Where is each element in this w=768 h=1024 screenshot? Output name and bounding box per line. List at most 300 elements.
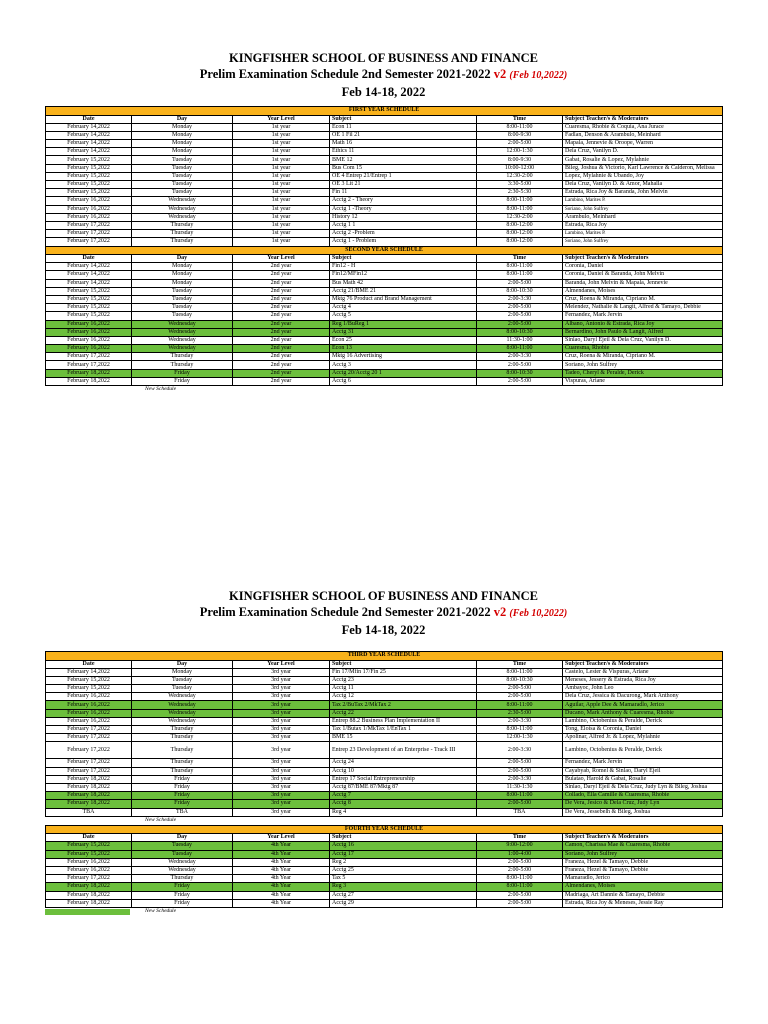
cell-year: 3rd year: [233, 668, 330, 676]
table-row: [46, 808, 723, 816]
cell-year: 2nd year: [233, 377, 330, 385]
cell-subject: Acctg 6: [330, 377, 477, 385]
column-header-row: [46, 660, 723, 668]
table-row: [46, 164, 723, 172]
legend-swatch: [45, 909, 130, 915]
cell-date: February 18,2022: [46, 891, 132, 899]
cell-date: February 17,2022: [46, 353, 132, 361]
cell-year: 4th Year: [233, 866, 330, 874]
table-row: [46, 312, 723, 320]
cell-date: February 15,2022: [46, 850, 132, 858]
cell-time: 8:00-9:30: [477, 156, 563, 164]
table-row: [46, 858, 723, 866]
cell-subject: Acctg 2 -Problem: [330, 230, 477, 238]
cell-subject: Fin 17/Mfin 17/Fin 25: [330, 668, 477, 676]
legend-4: [45, 908, 722, 916]
cell-subject: Entrep 88.2 Business Plan Implementation II: [330, 717, 477, 725]
cell-year: 3rd year: [233, 676, 330, 684]
cell-year: 2nd year: [233, 263, 330, 271]
cell-day: Tuesday: [132, 156, 233, 164]
cell-day: Wednesday: [132, 197, 233, 205]
table-row: [46, 693, 723, 701]
cell-subject: Ethics 11: [330, 148, 477, 156]
cell-subject: Econ 13: [330, 345, 477, 353]
cell-year: 4th Year: [233, 899, 330, 907]
table-row: [46, 213, 723, 221]
cell-date: February 16,2022: [46, 336, 132, 344]
cell-teacher: Collado, Ella Camille & Cuaresma, Rhobie: [563, 792, 723, 800]
cell-date: February 18,2022: [46, 783, 132, 791]
cell-day: Wednesday: [132, 693, 233, 701]
cell-year: 2nd year: [233, 345, 330, 353]
table-row: [46, 205, 723, 213]
cell-day: Friday: [132, 883, 233, 891]
cell-date: February 17,2022: [46, 734, 132, 742]
column-header-teacher: Subject Teacher/s & Moderators: [563, 660, 723, 668]
cell-day: Wednesday: [132, 701, 233, 709]
cell-date: February 18,2022: [46, 800, 132, 808]
table-row: [46, 899, 723, 907]
cell-subject: Acctg 17: [330, 850, 477, 858]
cell-subject: Reg 2: [330, 858, 477, 866]
cell-year: 3rd year: [233, 808, 330, 816]
cell-year: 3rd year: [233, 767, 330, 775]
cell-time: 8:00-10:30: [477, 369, 563, 377]
table-row: [46, 304, 723, 312]
cell-subject: BME 12: [330, 156, 477, 164]
cell-teacher: Vispuras, Ariane: [563, 377, 723, 385]
table-row: [46, 883, 723, 891]
cell-time: 8:00-11:00: [477, 205, 563, 213]
cell-year: 3rd year: [233, 709, 330, 717]
school-name: KINGFISHER SCHOOL OF BUSINESS AND FINANCE: [229, 51, 538, 65]
cell-subject: Tax 1/Butax 1/MkTax 1/EnTax 1: [330, 726, 477, 734]
table-row: [46, 875, 723, 883]
cell-teacher: Dela Cruz, Vanilyn D.: [563, 148, 723, 156]
cell-date: February 16,2022: [46, 866, 132, 874]
cell-date: February 16,2022: [46, 328, 132, 336]
cell-time: 8:00-11:00: [477, 883, 563, 891]
cell-date: February 17,2022: [46, 759, 132, 767]
fourth-year-table: [45, 825, 723, 908]
cell-time: 8:00-11:00: [477, 197, 563, 205]
table-row: [46, 800, 723, 808]
version-label: v2: [493, 67, 507, 81]
cell-subject: Fin 11: [330, 189, 477, 197]
cell-date: February 15,2022: [46, 295, 132, 303]
cell-teacher: Franeza, Hezel & Tamayo, Debbie: [563, 858, 723, 866]
cell-date: TBA: [46, 808, 132, 816]
legend-text: New Schedule: [145, 386, 177, 392]
cell-teacher: Tadeo, Cheryl & Peralde, Derick: [563, 369, 723, 377]
cell-teacher: Fernandez, Mark Jervin: [563, 312, 723, 320]
cell-year: 3rd year: [233, 742, 330, 759]
cell-time: 8:00-11:00: [477, 792, 563, 800]
cell-subject: Acctg 5: [330, 312, 477, 320]
cell-subject: Acctg 10: [330, 767, 477, 775]
cell-teacher: Gabat, Rosalie & Lopez, Mylahnie: [563, 156, 723, 164]
column-header-row: [46, 115, 723, 123]
table-row: [46, 148, 723, 156]
section-title: SECOND YEAR SCHEDULE: [46, 246, 723, 255]
column-header-date: Date: [46, 834, 132, 842]
cell-time: 2:00-3:30: [477, 775, 563, 783]
cell-date: February 18,2022: [46, 369, 132, 377]
cell-date: February 15,2022: [46, 312, 132, 320]
cell-time: 2:00-5:00: [477, 759, 563, 767]
cell-day: Friday: [132, 899, 233, 907]
cell-day: Tuesday: [132, 304, 233, 312]
cell-subject: History 12: [330, 213, 477, 221]
cell-day: Wednesday: [132, 866, 233, 874]
cell-year: 3rd year: [233, 783, 330, 791]
cell-time: 2:00-5:00: [477, 312, 563, 320]
cell-day: Thursday: [132, 742, 233, 759]
cell-day: Monday: [132, 668, 233, 676]
table-row: [46, 866, 723, 874]
cell-subject: Tax 5: [330, 875, 477, 883]
cell-teacher: Melendez, Nathalie & Langit, Alfred & Tamayo, Debbie: [563, 304, 723, 312]
table-row: [46, 238, 723, 246]
cell-time: 2:00-5:00: [477, 866, 563, 874]
cell-time: 8:00-12:00: [477, 230, 563, 238]
cell-date: February 15,2022: [46, 685, 132, 693]
column-header-year: Year Level: [233, 660, 330, 668]
cell-subject: Entrep 17 Social Entrepreneurship: [330, 775, 477, 783]
third-year-table: [45, 651, 723, 817]
cell-day: Tuesday: [132, 312, 233, 320]
cell-date: February 17,2022: [46, 230, 132, 238]
cell-year: 2nd year: [233, 312, 330, 320]
cell-day: Tuesday: [132, 295, 233, 303]
cell-day: Friday: [132, 792, 233, 800]
cell-day: Monday: [132, 140, 233, 148]
cell-day: Wednesday: [132, 717, 233, 725]
cell-time: 2:00-5:00: [477, 693, 563, 701]
cell-date: February 15,2022: [46, 842, 132, 850]
cell-teacher: Almendanes, Moises: [563, 287, 723, 295]
cell-subject: Acctg 1 - Problem: [330, 238, 477, 246]
column-header-year: Year Level: [233, 115, 330, 123]
table-row: [46, 140, 723, 148]
cell-year: 1st year: [233, 123, 330, 131]
cell-subject: Acctg 3: [330, 361, 477, 369]
cell-year: 1st year: [233, 172, 330, 180]
cell-date: February 15,2022: [46, 287, 132, 295]
cell-year: 3rd year: [233, 734, 330, 742]
cell-teacher: Apolinar, Alfred Jr. & Lopez, Mylahnie: [563, 734, 723, 742]
cell-subject: Acctg 25: [330, 866, 477, 874]
table-row: [46, 279, 723, 287]
cell-date: February 16,2022: [46, 213, 132, 221]
cell-year: 3rd year: [233, 726, 330, 734]
cell-time: 8:00-11:00: [477, 726, 563, 734]
cell-date: February 16,2022: [46, 345, 132, 353]
cell-time: 12:30-2:00: [477, 172, 563, 180]
cell-time: 11:30-1:30: [477, 783, 563, 791]
cell-subject: Bus Com 15: [330, 164, 477, 172]
cell-year: 3rd year: [233, 792, 330, 800]
section-title-row: [46, 246, 723, 255]
table-row: [46, 197, 723, 205]
cell-day: Thursday: [132, 238, 233, 246]
table-row: [46, 328, 723, 336]
version-label: v2: [493, 605, 507, 619]
cell-year: 1st year: [233, 221, 330, 229]
cell-teacher: Lambino, Marites P.: [563, 197, 723, 205]
legend-3: [45, 817, 722, 825]
cell-year: 1st year: [233, 181, 330, 189]
table-row: [46, 295, 723, 303]
cell-time: 8:00-11:00: [477, 668, 563, 676]
cell-year: 4th Year: [233, 850, 330, 858]
table-row: [46, 734, 723, 742]
column-header-row: [46, 255, 723, 263]
cell-day: Monday: [132, 279, 233, 287]
school-name: KINGFISHER SCHOOL OF BUSINESS AND FINANCE: [229, 589, 538, 603]
cell-time: 2:00-5:00: [477, 800, 563, 808]
cell-time: 2:30-5:30: [477, 189, 563, 197]
cell-day: Monday: [132, 123, 233, 131]
cell-time: 12:00-1:30: [477, 734, 563, 742]
cell-teacher: Estrada, Rica Joy & Meneses, Jessie Ray: [563, 899, 723, 907]
cell-teacher: Lambino, Octobenius & Peralde, Derick: [563, 742, 723, 759]
cell-day: Wednesday: [132, 858, 233, 866]
version-date: (Feb 10,2022): [509, 608, 568, 619]
cell-teacher: Estrada, Rica Joy & Baranda, John Melvin: [563, 189, 723, 197]
column-header-time: Time: [477, 115, 563, 123]
cell-day: Thursday: [132, 221, 233, 229]
cell-date: February 15,2022: [46, 189, 132, 197]
cell-date: February 18,2022: [46, 775, 132, 783]
table-row: [46, 685, 723, 693]
cell-date: February 16,2022: [46, 701, 132, 709]
cell-time: 2:00-3:30: [477, 742, 563, 759]
cell-day: Friday: [132, 775, 233, 783]
cell-year: 1st year: [233, 189, 330, 197]
table-row: [46, 369, 723, 377]
cell-time: 2:30-5:00: [477, 709, 563, 717]
cell-subject: Acctg 31: [330, 328, 477, 336]
cell-teacher: Bileg, Joshua & Victorio, Karl Lawrence & Calderon, Melissa: [563, 164, 723, 172]
cell-day: Monday: [132, 263, 233, 271]
column-header-subject: Subject: [330, 660, 477, 668]
cell-date: February 18,2022: [46, 377, 132, 385]
cell-year: 3rd year: [233, 701, 330, 709]
section-title: FIRST YEAR SCHEDULE: [46, 107, 723, 116]
cell-day: Friday: [132, 783, 233, 791]
cell-subject: Acctg 11: [330, 685, 477, 693]
cell-subject: OE 3 Lit 21: [330, 181, 477, 189]
cell-teacher: Soriano, John Sulfrey: [563, 238, 723, 246]
column-header-year: Year Level: [233, 834, 330, 842]
exam-dates: Feb 14-18, 2022: [341, 623, 426, 637]
cell-date: February 17,2022: [46, 726, 132, 734]
exam-dates: Feb 14-18, 2022: [341, 85, 426, 99]
cell-time: 8:00-10:30: [477, 328, 563, 336]
cell-subject: Acctg 24: [330, 759, 477, 767]
cell-day: Thursday: [132, 353, 233, 361]
cell-teacher: Tong, Eloisa & Coronia, Daniel: [563, 726, 723, 734]
table-row: [46, 320, 723, 328]
cell-year: 3rd year: [233, 685, 330, 693]
cell-teacher: Castelo, Lester & Vispuras, Ariane: [563, 668, 723, 676]
cell-teacher: Albano, Antonio & Estrada, Rica Joy: [563, 320, 723, 328]
cell-subject: Mktg 76 Product and Brand Management: [330, 295, 477, 303]
table-row: [46, 172, 723, 180]
cell-subject: Acctg 4: [330, 304, 477, 312]
table-row: [46, 701, 723, 709]
cell-year: 2nd year: [233, 279, 330, 287]
cell-teacher: Bernardino, John Paulo & Langit, Alfred: [563, 328, 723, 336]
cell-teacher: Arambulo, Meinhard: [563, 213, 723, 221]
cell-date: February 15,2022: [46, 164, 132, 172]
table-row: [46, 336, 723, 344]
cell-time: 8:00-11:00: [477, 271, 563, 279]
cell-year: 2nd year: [233, 353, 330, 361]
table-row: [46, 287, 723, 295]
cell-day: Monday: [132, 148, 233, 156]
column-header-time: Time: [477, 660, 563, 668]
column-header-day: Day: [132, 115, 233, 123]
cell-time: 2:00-5:00: [477, 685, 563, 693]
cell-subject: Acctg 12: [330, 693, 477, 701]
cell-day: Tuesday: [132, 164, 233, 172]
table-row: [46, 271, 723, 279]
table-row: [46, 759, 723, 767]
cell-year: 2nd year: [233, 361, 330, 369]
cell-time: 12:00-1:30: [477, 148, 563, 156]
table-row: [46, 181, 723, 189]
table-row: [46, 156, 723, 164]
cell-time: 2:00-5:00: [477, 899, 563, 907]
cell-day: Wednesday: [132, 320, 233, 328]
cell-date: February 17,2022: [46, 767, 132, 775]
cell-date: February 17,2022: [46, 221, 132, 229]
cell-year: 1st year: [233, 148, 330, 156]
cell-date: February 16,2022: [46, 717, 132, 725]
cell-date: February 14,2022: [46, 140, 132, 148]
cell-subject: OE 1 Fil 21: [330, 131, 477, 139]
subtitle-text: Prelim Examination Schedule 2nd Semester 2021-2022: [199, 67, 491, 81]
cell-time: 2:00-3:30: [477, 295, 563, 303]
cell-year: 1st year: [233, 213, 330, 221]
cell-year: 3rd year: [233, 759, 330, 767]
table-row: [46, 345, 723, 353]
cell-date: February 14,2022: [46, 668, 132, 676]
cell-teacher: Soriano, John Sulfrey: [563, 850, 723, 858]
cell-teacher: Lopez, Mylahnie & Ubando, Joy: [563, 172, 723, 180]
cell-year: 1st year: [233, 164, 330, 172]
table-row: [46, 850, 723, 858]
column-header-time: Time: [477, 255, 563, 263]
cell-date: February 16,2022: [46, 858, 132, 866]
table-row: [46, 221, 723, 229]
cell-day: Friday: [132, 891, 233, 899]
cell-time: 8:00-11:00: [477, 875, 563, 883]
cell-subject: Mktg 16 Advertising: [330, 353, 477, 361]
column-header-date: Date: [46, 660, 132, 668]
cell-subject: Acctg 1 -Theory: [330, 205, 477, 213]
column-header-row: [46, 834, 723, 842]
column-header-teacher: Subject Teacher/s & Moderators: [563, 255, 723, 263]
legend-text: New Schedule: [145, 816, 177, 823]
cell-time: 8:00-12:00: [477, 238, 563, 246]
cell-date: February 16,2022: [46, 709, 132, 717]
cell-teacher: Camon, Charissa Mae & Cuaresma, Rhobie: [563, 842, 723, 850]
cell-teacher: Mapala, Jennevie & Oroope, Warren: [563, 140, 723, 148]
cell-year: 2nd year: [233, 304, 330, 312]
cell-time: 8:00-12:00: [477, 221, 563, 229]
cell-subject: Entrep 23 Development of an Enterprise - Track III: [330, 742, 477, 759]
cell-day: Monday: [132, 131, 233, 139]
cell-teacher: Baranda, John Melvin & Mapala, Jennevie: [563, 279, 723, 287]
cell-day: Tuesday: [132, 850, 233, 858]
cell-year: 2nd year: [233, 295, 330, 303]
cell-day: Monday: [132, 271, 233, 279]
legend-1: [45, 386, 722, 394]
cell-time: 9:00-12:00: [477, 842, 563, 850]
cell-subject: Acctg 21/BME 21: [330, 287, 477, 295]
cell-year: 1st year: [233, 131, 330, 139]
cell-date: February 18,2022: [46, 883, 132, 891]
cell-year: 1st year: [233, 205, 330, 213]
table-row: [46, 726, 723, 734]
cell-teacher: Almendanes, Moises: [563, 883, 723, 891]
cell-subject: Acctg 7: [330, 792, 477, 800]
cell-date: February 15,2022: [46, 304, 132, 312]
cell-time: 2:00-5:00: [477, 858, 563, 866]
cell-teacher: Dela Cruz, Jessica & Dacurong, Mark Anthony: [563, 693, 723, 701]
cell-date: February 15,2022: [46, 181, 132, 189]
cell-teacher: De Vera, Jesico & Dela Cruz, Judy Lyn: [563, 800, 723, 808]
cell-day: Friday: [132, 800, 233, 808]
cell-day: Friday: [132, 369, 233, 377]
cell-subject: BME 15: [330, 734, 477, 742]
cell-day: Friday: [132, 377, 233, 385]
cell-time: 8:00-11:00: [477, 123, 563, 131]
cell-day: Thursday: [132, 734, 233, 742]
cell-teacher: Cruz, Roena & Miranda, Cipriano M.: [563, 295, 723, 303]
cell-day: Tuesday: [132, 676, 233, 684]
cell-teacher: Cuaresma, Rhobie: [563, 345, 723, 353]
table-row: [46, 775, 723, 783]
cell-teacher: Lambino, Marites P.: [563, 230, 723, 238]
cell-time: 8:00-11:00: [477, 701, 563, 709]
legend-text: New Schedule: [145, 907, 177, 914]
section-title-row: [46, 825, 723, 834]
table-row: [46, 230, 723, 238]
cell-teacher: Cayabyab, Romel & Sinlao, Daryl Ejeil: [563, 767, 723, 775]
column-header-time: Time: [477, 834, 563, 842]
cell-date: February 16,2022: [46, 197, 132, 205]
cell-teacher: Franeza, Hezel & Tamayo, Debbie: [563, 866, 723, 874]
cell-year: 4th Year: [233, 883, 330, 891]
cell-date: February 14,2022: [46, 271, 132, 279]
cell-time: 8:00-11:00: [477, 345, 563, 353]
cell-time: 2:00-5:00: [477, 140, 563, 148]
cell-date: February 18,2022: [46, 792, 132, 800]
cell-date: February 17,2022: [46, 742, 132, 759]
cell-day: Thursday: [132, 767, 233, 775]
column-header-day: Day: [132, 834, 233, 842]
cell-day: Thursday: [132, 361, 233, 369]
cell-year: 4th Year: [233, 858, 330, 866]
column-header-day: Day: [132, 255, 233, 263]
cell-time: 8:00-9:30: [477, 131, 563, 139]
cell-day: TBA: [132, 808, 233, 816]
column-header-date: Date: [46, 255, 132, 263]
